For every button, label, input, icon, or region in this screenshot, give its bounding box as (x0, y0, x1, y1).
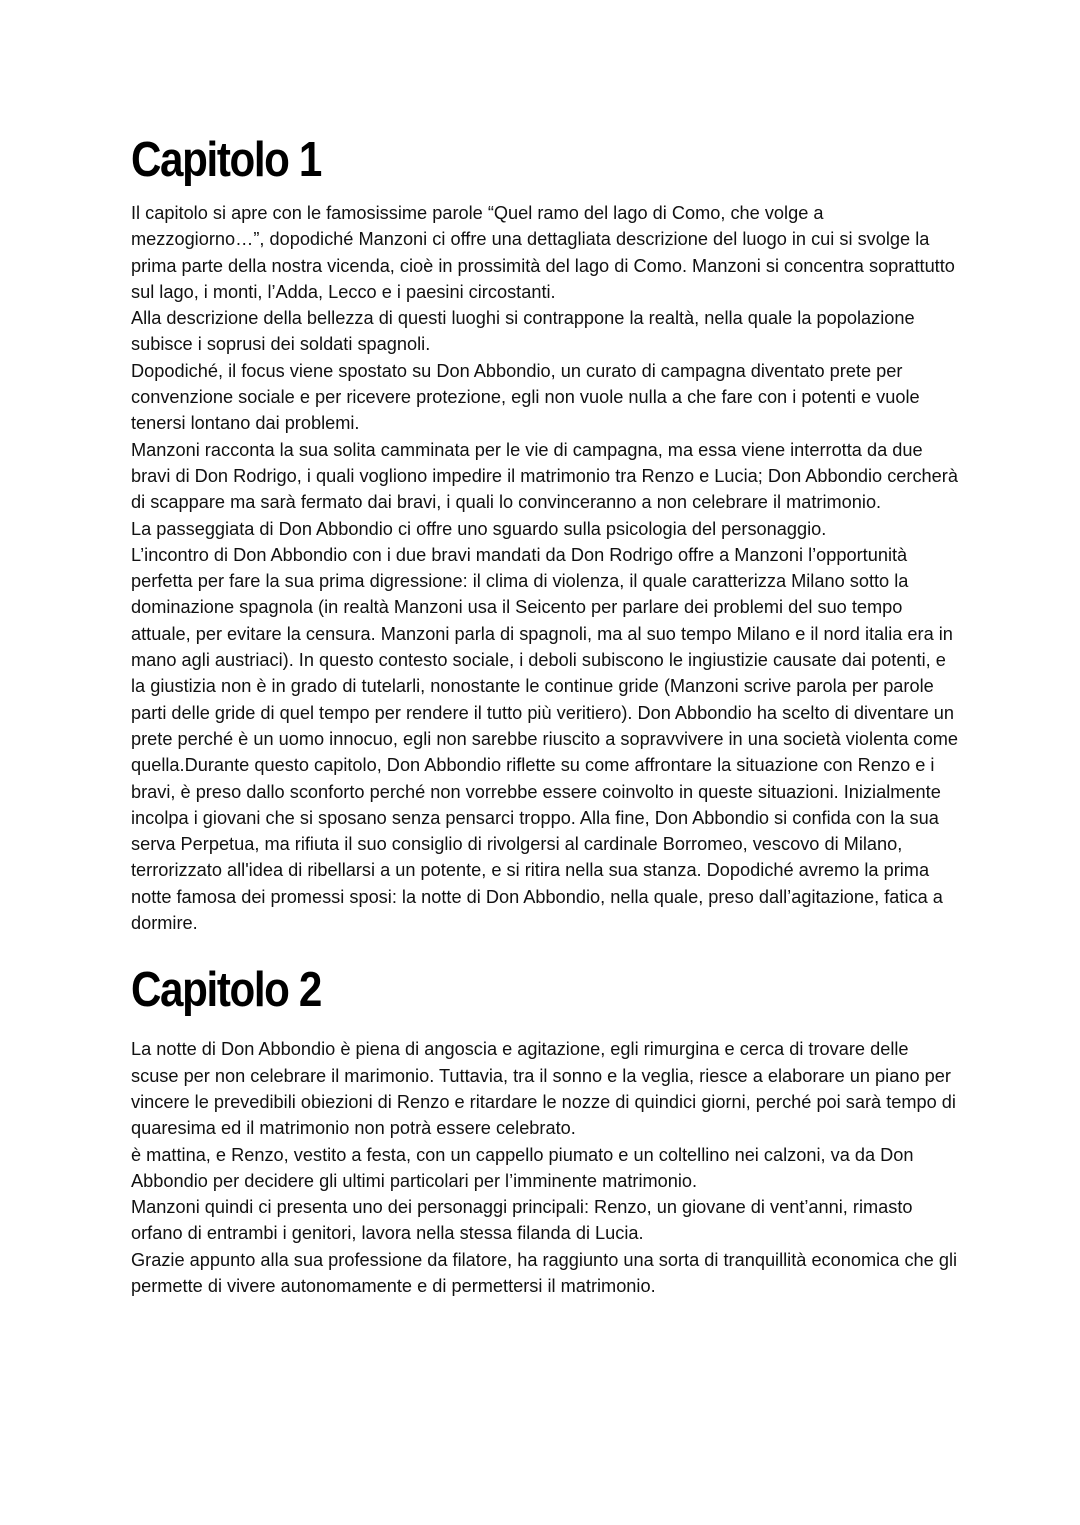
paragraph: Manzoni quindi ci presenta uno dei personaggi principali: Renzo, un giovane di vent’anni, rimasto orfano di entrambi i genitori, lavora nella stessa filanda di Lucia. (131, 1197, 913, 1244)
chapter-1-body (131, 200, 961, 936)
chapter-1-title: Capitolo 1 (131, 133, 321, 187)
paragraph: Alla descrizione della bellezza di questi luoghi si contrappone la realtà, nella quale la popolazione subisce i soprusi dei soldati spagnoli. (131, 308, 915, 355)
document-page (131, 130, 961, 1299)
paragraph: Dopodiché, il focus viene spostato su Don Abbondio, un curato di campagna diventato prete per convenzione sociale e per ricevere protezione, egli non vuole nulla a che fare con i potenti e vuole tenersi lontano dai problemi. (131, 360, 920, 434)
paragraph: La notte di Don Abbondio è piena di angoscia e agitazione, egli rimurgina e cerca di trovare delle scuse per non celebrare il marimonio. Tuttavia, tra il sonno e la veglia, riesce a elaborare un piano per vincere le prevedibili obiezioni di Renzo e ritardare le nozze di quindici giorni, perché poi sarà tempo di quaresima ed il matrimonio non potrà essere celebrato. (131, 1039, 956, 1139)
paragraph: Il capitolo si apre con le famosissime parole “Quel ramo del lago di Como, che volge a mezzogiorno…”, dopodiché Manzoni ci offre una dettagliata descrizione del luogo in cui si svolge la prima parte della nostra vicenda, cioè in prossimità del lago di Como. Manzoni si concentra soprattutto sul lago, i monti, l’Adda, Lecco e i paesini circostanti. (131, 203, 955, 302)
paragraph: Grazie appunto alla sua professione da filatore, ha raggiunto una sorta di tranquillità economica che gli permette di vivere autonomamente e di permettersi il matrimonio. (131, 1249, 958, 1296)
paragraph: Manzoni racconta la sua solita camminata per le vie di campagna, ma essa viene interrotta da due bravi di Don Rodrigo, i quali vogliono impedire il matrimonio tra Renzo e Lucia; Don Abbondio cercherà di scappare ma sarà fermato dai bravi, i quali lo convinceranno a non celebrare il matrimonio. (131, 439, 958, 513)
paragraph: La passeggiata di Don Abbondio ci offre uno sguardo sulla psicologia del personaggio. (131, 518, 827, 539)
paragraph: è mattina, e Renzo, vestito a festa, con un cappello piumato e un coltellino nei calzoni, va da Don Abbondio per decidere gli ultimi particolari per l’imminente matrimonio. (131, 1144, 914, 1191)
chapter-2-body (131, 1036, 961, 1299)
chapter-2-title: Capitolo 2 (131, 963, 321, 1018)
paragraph: L’incontro di Don Abbondio con i due bravi mandati da Don Rodrigo offre a Manzoni l’opportunità perfetta per fare la sua prima digressione: il clima di violenza, il quale caratterizza Milano sotto la dominazione spagnola (in realtà Manzoni usa il Seicento per parlare dei problemi del suo tempo attuale, per evitare la censura. Manzoni parla di spagnoli, ma al suo tempo Milano e il nord italia era in mano agli austriaci). In questo contesto sociale, i deboli subiscono le ingiustizie causate dai potenti, e la giustizia non è in grado di tutelarli, nonostante le continue gride (Manzoni scrive parola per parole parti delle gride di quel tempo per rendere il tutto più veritiero). Don Abbondio ha scelto di diventare un prete perché è un uomo innocuo, egli non sarebbe riuscito a sopravvivere in una società violenta come quella.Durante questo capitolo, Don Abbondio riflette su come affrontare la situazione con Renzo e i bravi, è preso dallo sconforto perché non vorrebbe essere coinvolto in queste situazioni. Inizialmente incolpa i giovani che si sposano senza pensarci troppo. Alla fine, Don Abbondio si confida con la sua serva Perpetua, ma rifiuta il suo consiglio di rivolgersi al cardinale Borromeo, vescovo di Milano, terrorizzato all'idea di ribellarsi a un potente, e si ritira nella sua stanza. Dopodiché avremo la prima notte famosa dei promessi sposi: la notte di Don Abbondio, nella quale, preso dall’agitazione, fatica a dormire. (131, 544, 959, 934)
